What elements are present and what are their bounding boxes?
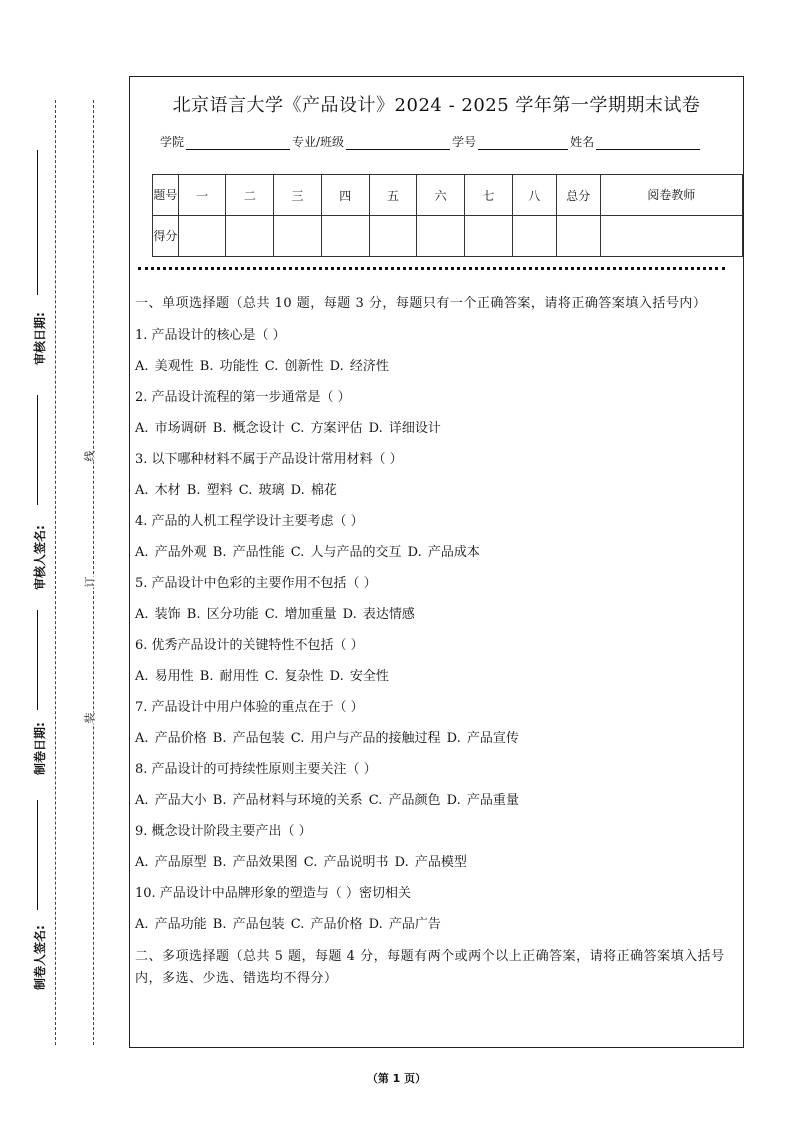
maker-sign-label: 制卷人签名:	[33, 925, 47, 990]
question-1-options: A. 美观性 B. 功能性 C. 创新性 D. 经济性	[135, 359, 389, 374]
question-7-options: A. 产品价格 B. 产品包装 C. 用户与产品的接触过程 D. 产品宣传	[135, 731, 519, 746]
score-header-qnum: 题号	[153, 175, 179, 216]
question-6-options: A. 易用性 B. 耐用性 C. 复杂性 D. 安全性	[135, 669, 389, 684]
binding-line-outer	[55, 100, 56, 1045]
question-7: 7. 产品设计中用户体验的重点在于（ ）	[135, 700, 364, 715]
binding-word-staple: 装	[80, 713, 100, 724]
field-blank-name[interactable]	[596, 137, 700, 150]
question-5: 5. 产品设计中色彩的主要作用不包括（ ）	[135, 576, 377, 591]
field-label-student-id: 学号	[452, 135, 477, 149]
question-5-options: A. 装饰 B. 区分功能 C. 增加重量 D. 表达情感	[135, 607, 415, 622]
binding-word-bind: 订	[80, 577, 100, 588]
score-table	[152, 174, 743, 257]
score-cell-total[interactable]	[556, 216, 600, 257]
question-4-options: A. 产品外观 B. 产品性能 C. 人与产品的交互 D. 产品成本	[135, 545, 480, 560]
score-header-3: 三	[274, 175, 322, 216]
section2-heading: 二、多项选择题（总共 5 题，每题 4 分，每题有两个或两个以上正确答案，请将正确答案填入括号内，多选、少选、错选均不得分）	[135, 949, 725, 986]
score-cell-7[interactable]	[465, 216, 513, 257]
question-2: 2. 产品设计流程的第一步通常是（ ）	[135, 390, 351, 405]
field-label-college: 学院	[160, 135, 185, 149]
question-8: 8. 产品设计的可持续性原则主要关注（ ）	[135, 762, 377, 777]
score-header-total: 总分	[556, 175, 600, 216]
score-header-1: 一	[178, 175, 226, 216]
question-3: 3. 以下哪种材料不属于产品设计常用材料（ ）	[135, 452, 403, 467]
score-row-label: 得分	[153, 216, 179, 257]
question-4: 4. 产品的人机工程学设计主要考虑（ ）	[135, 514, 364, 529]
score-header-5: 五	[369, 175, 417, 216]
score-header-grader: 阅卷教师	[600, 175, 742, 216]
exam-paper	[129, 76, 744, 1048]
question-9-options: A. 产品原型 B. 产品效果图 C. 产品说明书 D. 产品模型	[135, 855, 467, 870]
maker-sign-line	[37, 800, 38, 910]
field-label-major-class: 专业/班级	[292, 135, 345, 149]
score-cell-6[interactable]	[417, 216, 465, 257]
field-blank-major-class[interactable]	[346, 137, 450, 150]
question-6: 6. 优秀产品设计的关键特性不包括（ ）	[135, 638, 364, 653]
binding-word-line: 线	[80, 451, 100, 462]
score-cell-3[interactable]	[274, 216, 322, 257]
question-10-options: A. 产品功能 B. 产品包装 C. 产品价格 D. 产品广告	[135, 917, 441, 932]
field-label-name: 姓名	[570, 135, 595, 149]
question-9: 9. 概念设计阶段主要产出（ ）	[135, 824, 312, 839]
separator-dotted-line	[138, 267, 725, 270]
score-cell-5[interactable]	[369, 216, 417, 257]
score-header-8: 八	[512, 175, 556, 216]
score-header-6: 六	[417, 175, 465, 216]
score-header-2: 二	[226, 175, 274, 216]
score-cell-2[interactable]	[226, 216, 274, 257]
score-cell-grader[interactable]	[600, 216, 742, 257]
exam-title: 北京语言大学《产品设计》2024 - 2025 学年第一学期期末试卷	[172, 95, 701, 116]
score-cell-8[interactable]	[512, 216, 556, 257]
maker-date-label: 制卷日期:	[33, 722, 47, 775]
field-blank-college[interactable]	[186, 137, 290, 150]
question-8-options: A. 产品大小 B. 产品材料与环境的关系 C. 产品颜色 D. 产品重量	[135, 793, 519, 808]
score-table-score-row	[153, 216, 743, 257]
exam-body	[135, 293, 735, 990]
score-cell-4[interactable]	[321, 216, 369, 257]
reviewer-sign-label: 审核人签名:	[33, 525, 47, 590]
student-info-row	[160, 133, 702, 150]
maker-date-line	[37, 610, 38, 710]
score-header-4: 四	[321, 175, 369, 216]
section1-heading: 一、单项选择题（总共 10 题，每题 3 分，每题只有一个正确答案，请将正确答案填入括号内）	[135, 296, 707, 311]
score-table-header-row	[153, 175, 743, 216]
binding-line-inner	[93, 100, 94, 1045]
question-10: 10. 产品设计中品牌形象的塑造与（ ）密切相关	[135, 886, 411, 901]
reviewer-date-line	[37, 150, 38, 295]
score-cell-1[interactable]	[178, 216, 226, 257]
question-1: 1. 产品设计的核心是（ ）	[135, 328, 286, 343]
question-3-options: A. 木材 B. 塑料 C. 玻璃 D. 棉花	[135, 483, 337, 498]
reviewer-date-label: 审核日期:	[33, 312, 47, 365]
question-2-options: A. 市场调研 B. 概念设计 C. 方案评估 D. 详细设计	[135, 421, 441, 436]
page-number: （第 1 页）	[366, 1072, 427, 1085]
field-blank-student-id[interactable]	[478, 137, 568, 150]
reviewer-sign-line	[37, 395, 38, 505]
score-header-7: 七	[465, 175, 513, 216]
